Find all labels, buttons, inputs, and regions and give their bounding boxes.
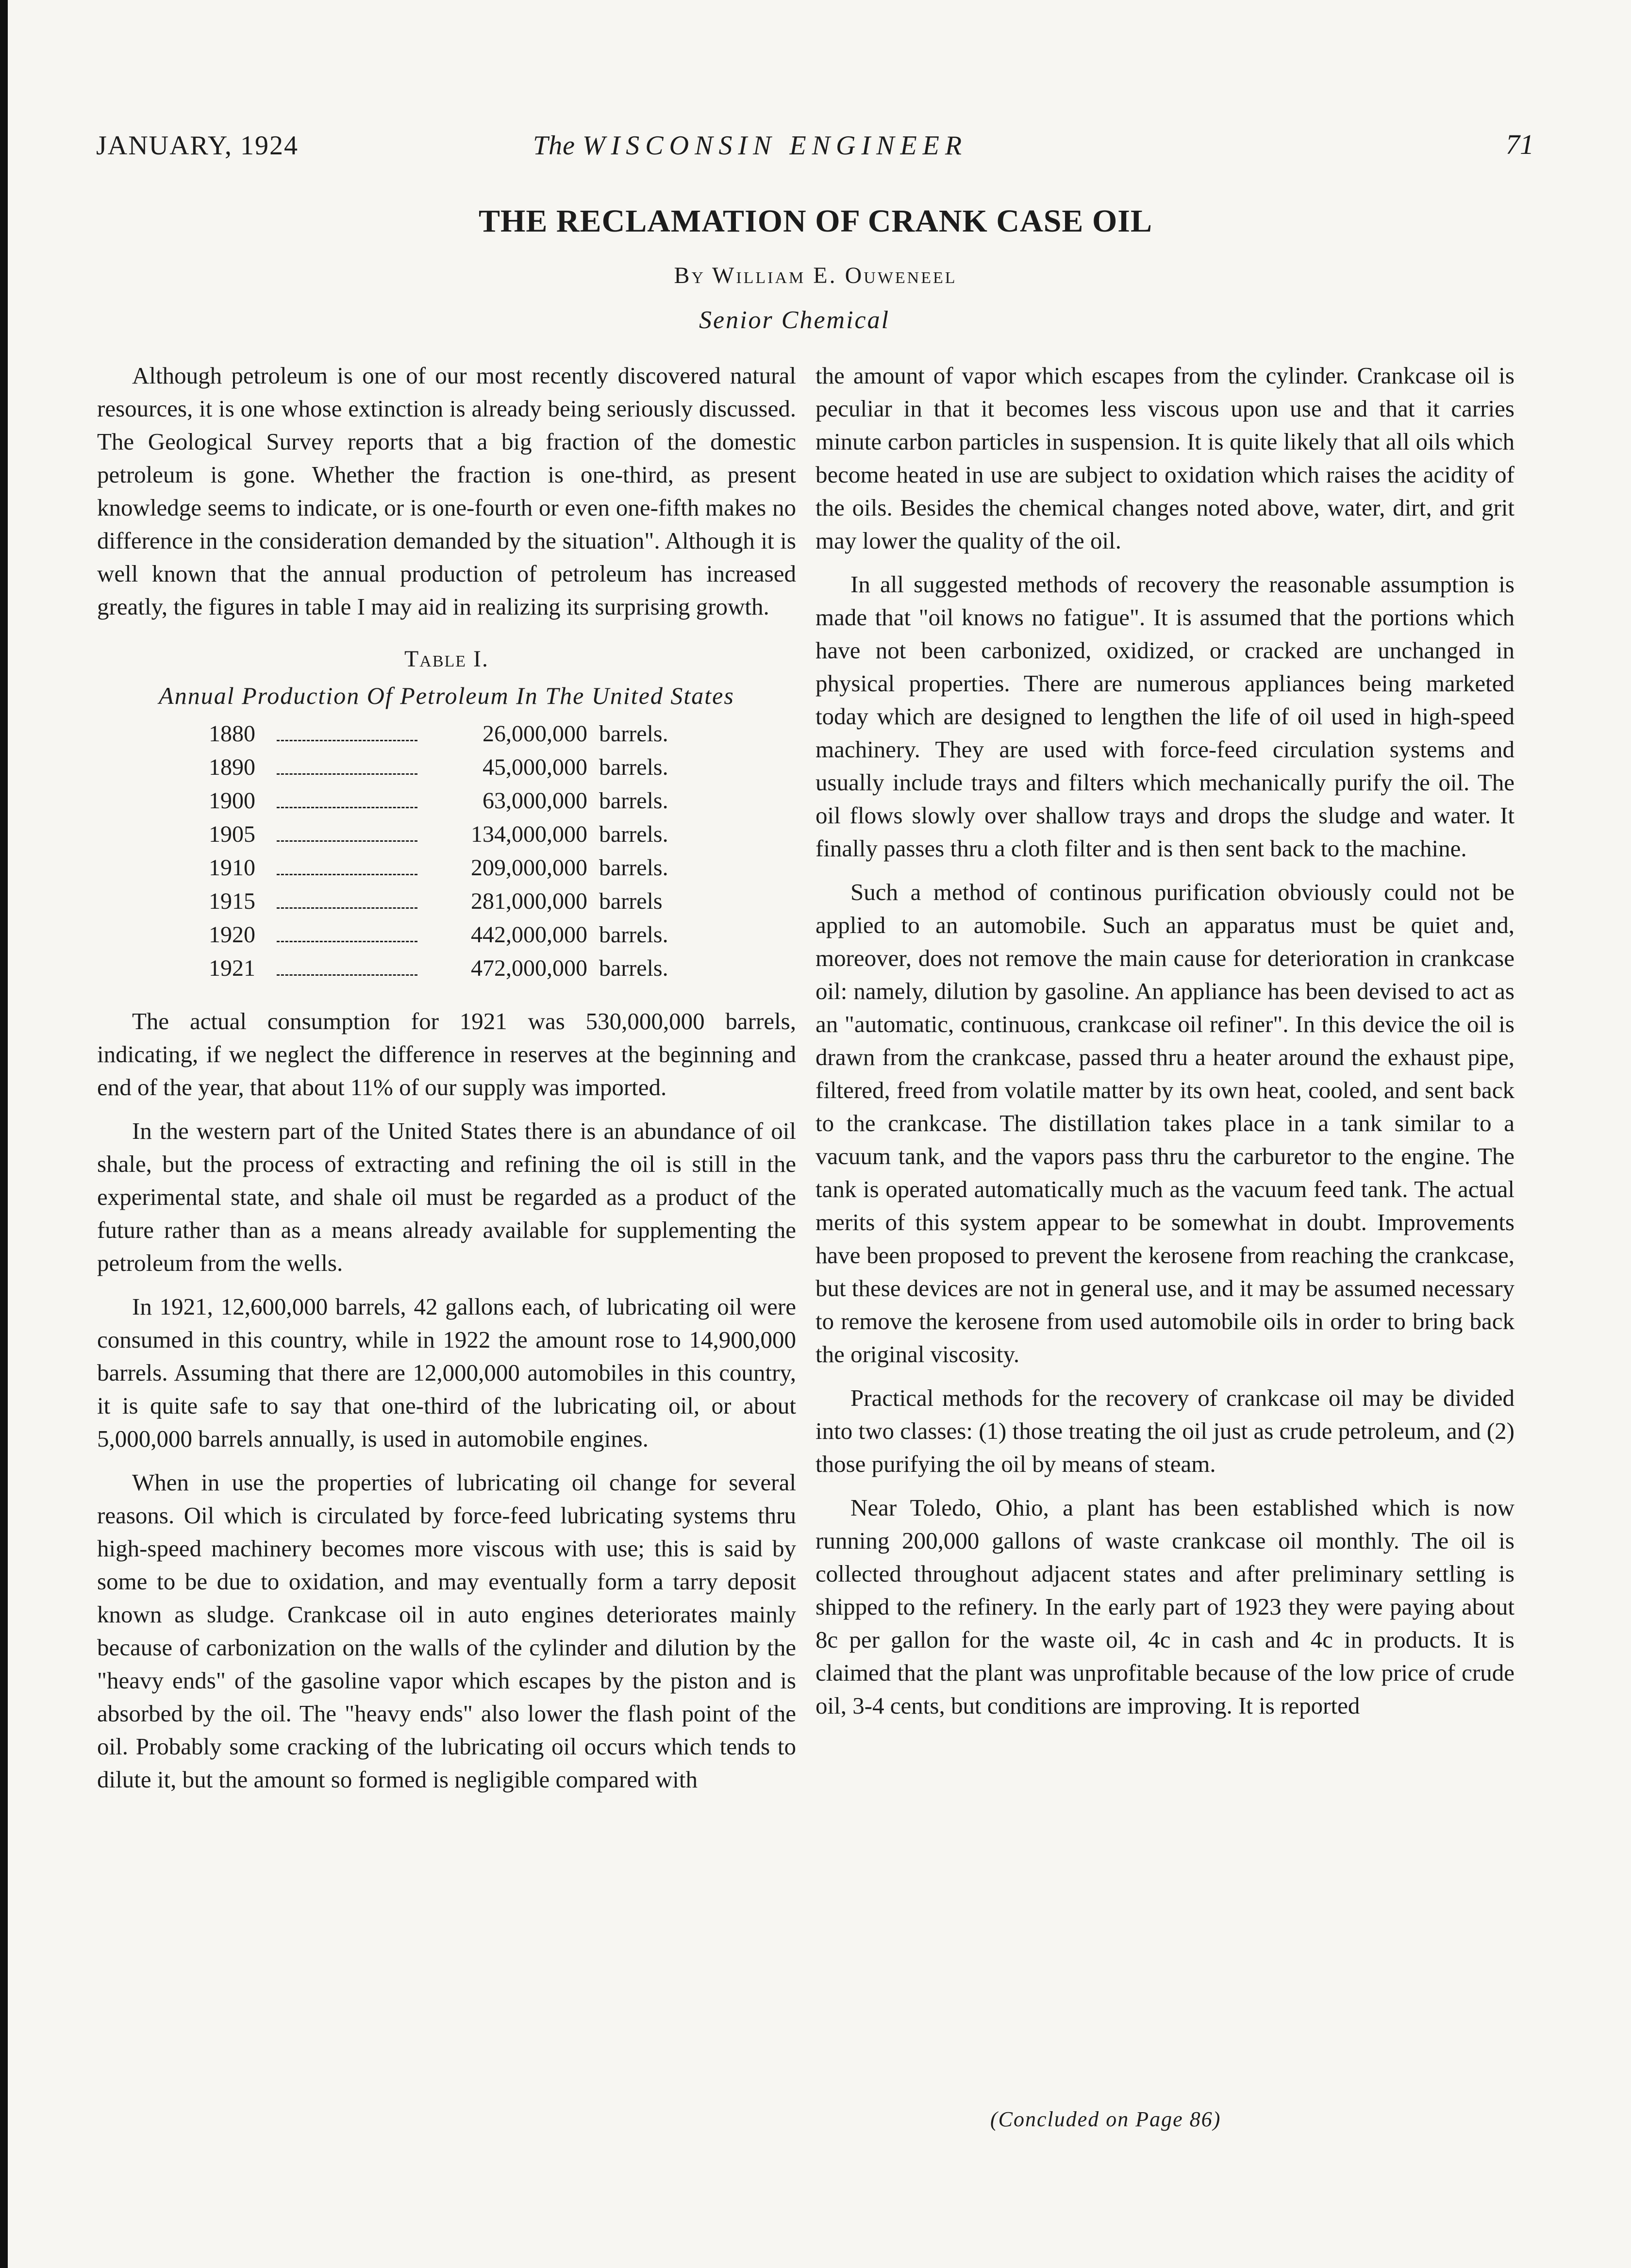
- table-year: 1920: [209, 922, 255, 948]
- leader-dashes: [277, 728, 417, 741]
- table-unit: barrels.: [599, 754, 668, 780]
- table-year: 1915: [209, 888, 255, 914]
- table-value: 209,000,000: [471, 855, 587, 881]
- table-row: [209, 918, 796, 952]
- article-title: THE RECLAMATION OF CRANK CASE OIL: [479, 203, 1152, 239]
- table-year: 1900: [209, 788, 255, 814]
- production-table: [97, 643, 796, 985]
- table-value: 134,000,000: [471, 821, 587, 847]
- journal-prefix: The: [533, 131, 575, 161]
- paragraph: In all suggested methods of recovery the reasonable assumption is made that "oil knows no fatigue". It is assumed that the portions which have not been carbonized, oxidized, or cracked are unchanged in physical properties. There are numerous appliances being marketed today which are designed to lengthen the life of oil used in high-speed machinery. They are used with force-feed circulation systems and usually include trays and filters which mechanically purify the oil. The oil flows slowly over shallow trays and drops the sludge and water. It finally passes thru a cloth filter and is then sent back to the machine.: [816, 571, 1514, 862]
- table-row: [209, 818, 796, 851]
- paragraph: Such a method of continous purification obviously could not be applied to an automobile. Such an apparatus must be quiet and, moreover, does not remove the main cause for deterioration in crankcase oil: namely, dilution by gasoline. An appliance has been devised to act as an "automatic, continuous, crankcase oil refiner". In this device the oil is drawn from the crankcase, passed thru a heater around the exhaust pipe, filtered, freed from volatile matter by its own heat, cooled, and sent back to the crankcase. The distillation takes place in a tank similar to a vacuum tank, and the vapors pass thru the carburetor to the engine. The tank is operated automatically much as the vacuum feed tank. The actual merits of this system appear to be somewhat in doubt. Improvements have been proposed to prevent the kerosene from reaching the crankcase, but these devices are not in general use, and it may be assumed necessary to remove the kerosene from used automobile oils in order to bring back the original viscosity.: [816, 879, 1514, 1367]
- journal-title: [533, 130, 967, 161]
- table-row: [209, 717, 796, 751]
- paragraph: In the western part of the United States there is an abundance of oil shale, but the process of extracting and refining the oil is still in the experimental state, and shale oil must be regarded as a product of the future rather than as a means already available for supplementing the petroleum from the wells.: [97, 1117, 796, 1276]
- author-affiliation: Senior Chemical: [699, 306, 890, 334]
- byline-prefix: By: [674, 263, 706, 288]
- table-subtitle: Annual Production Of Petroleum In The United States: [159, 682, 734, 709]
- table-row: [209, 952, 796, 985]
- table-value: 45,000,000: [483, 754, 587, 780]
- table-row: [209, 885, 796, 918]
- journal-name: WISCONSIN ENGINEER: [582, 131, 968, 161]
- left-column: [97, 359, 796, 1807]
- table-year: 1880: [209, 721, 255, 747]
- table-unit: barrels: [599, 888, 663, 914]
- leader-dashes: [277, 963, 417, 976]
- table-body: [209, 717, 796, 985]
- table-year: 1905: [209, 821, 255, 847]
- leader-dashes: [277, 829, 417, 842]
- leader-dashes: [277, 762, 417, 775]
- table-row: [209, 784, 796, 818]
- paragraph: When in use the properties of lubricating oil change for several reasons. Oil which is circulated by force-feed lubricating systems thru high-speed machinery becomes more viscous with use; this is said by some to be due to oxidation, and may eventually form a tarry deposit known as sludge. Crankcase oil in auto engines deteriorates mainly because of carbonization on the walls of the cylinder and dilution by the "heavy ends" of the gasoline vapor which escapes by the piston and is absorbed by the oil. The "heavy ends" also lower the flash point of the oil. Probably some cracking of the lubricating oil occurs which tends to dilute it, but the amount so formed is negligible compared with: [97, 1469, 796, 1793]
- scan-edge: [0, 0, 8, 2268]
- table-row: [209, 851, 796, 885]
- leader-dashes: [277, 929, 417, 942]
- continuation-note: (Concluded on Page 86): [990, 2107, 1221, 2131]
- page-number: 71: [1506, 129, 1534, 160]
- issue-date: JANUARY, 1924: [96, 131, 299, 161]
- table-row: [209, 751, 796, 784]
- table-unit: barrels.: [599, 788, 668, 814]
- table-unit: barrels.: [599, 721, 668, 747]
- paragraph: Near Toledo, Ohio, a plant has been established which is now running 200,000 gallons of waste crankcase oil monthly. The oil is collected throughout adjacent states and after preliminary settling is shipped to the refinery. In the early part of 1923 they were paying about 8c per gallon for the waste oil, 4c in cash and 4c in products. It is claimed that the plant was unprofitable because of the low price of crude oil, 3-4 cents, but conditions are improving. It is reported: [816, 1494, 1514, 1719]
- paragraph: The actual consumption for 1921 was 530,000,000 barrels, indicating, if we neglect the difference in reserves at the beginning and end of the year, that about 11% of our supply was imported.: [97, 1008, 796, 1101]
- table-unit: barrels.: [599, 955, 668, 981]
- table-unit: barrels.: [599, 855, 668, 881]
- paragraph: Practical methods for the recovery of crankcase oil may be divided into two classes: (1) those treating the oil just as crude petroleum, and (2) those purifying the oil by means of steam.: [816, 1384, 1514, 1477]
- author-name: William E. Ouweneel: [712, 263, 957, 288]
- table-value: 442,000,000: [471, 922, 587, 948]
- table-year: 1890: [209, 754, 255, 780]
- right-column: [816, 359, 1514, 1733]
- leader-dashes: [277, 862, 417, 875]
- table-unit: barrels.: [599, 922, 668, 948]
- table-value: 472,000,000: [471, 955, 587, 981]
- table-year: 1921: [209, 955, 255, 981]
- table-year: 1910: [209, 855, 255, 881]
- paragraph: In 1921, 12,600,000 barrels, 42 gallons each, of lubricating oil were consumed in this country, while in 1922 the amount rose to 14,900,000 barrels. Assuming that there are 12,000,000 automobiles in this country, it is quite safe to say that one-third of the lubricating oil, or about 5,000,000 barrels annually, is used in automobile engines.: [97, 1293, 796, 1452]
- byline: [0, 262, 1631, 289]
- paragraph-continued: the amount of vapor which escapes from the cylinder. Crankcase oil is peculiar in that it becomes less viscous upon use and that it carries minute carbon particles in suspension. It is quite likely that all oils which become heated in use are subject to oxidation which raises the acidity of the oils. Besides the chemical changes noted above, water, dirt, and grit may lower the quality of the oil.: [816, 362, 1514, 554]
- table-value: 281,000,000: [471, 888, 587, 914]
- table-caption: Table I.: [404, 646, 489, 672]
- leader-dashes: [277, 795, 417, 808]
- table-unit: barrels.: [599, 821, 668, 847]
- leader-dashes: [277, 896, 417, 909]
- running-head: [96, 130, 1534, 169]
- table-value: 26,000,000: [483, 721, 587, 747]
- paragraph: Although petroleum is one of our most recently discovered natural resources, it is one whose extinction is already being seriously discussed. The Geological Survey reports that a big fraction of the domestic petroleum is gone. Whether the fraction is one-third, as present knowledge seems to indicate, or is one-fourth or even one-fifth makes no difference in the consideration demanded by the situation". Although it is well known that the annual production of petroleum has increased greatly, the figures in table I may aid in realizing its surprising growth.: [97, 362, 796, 620]
- table-value: 63,000,000: [483, 788, 587, 814]
